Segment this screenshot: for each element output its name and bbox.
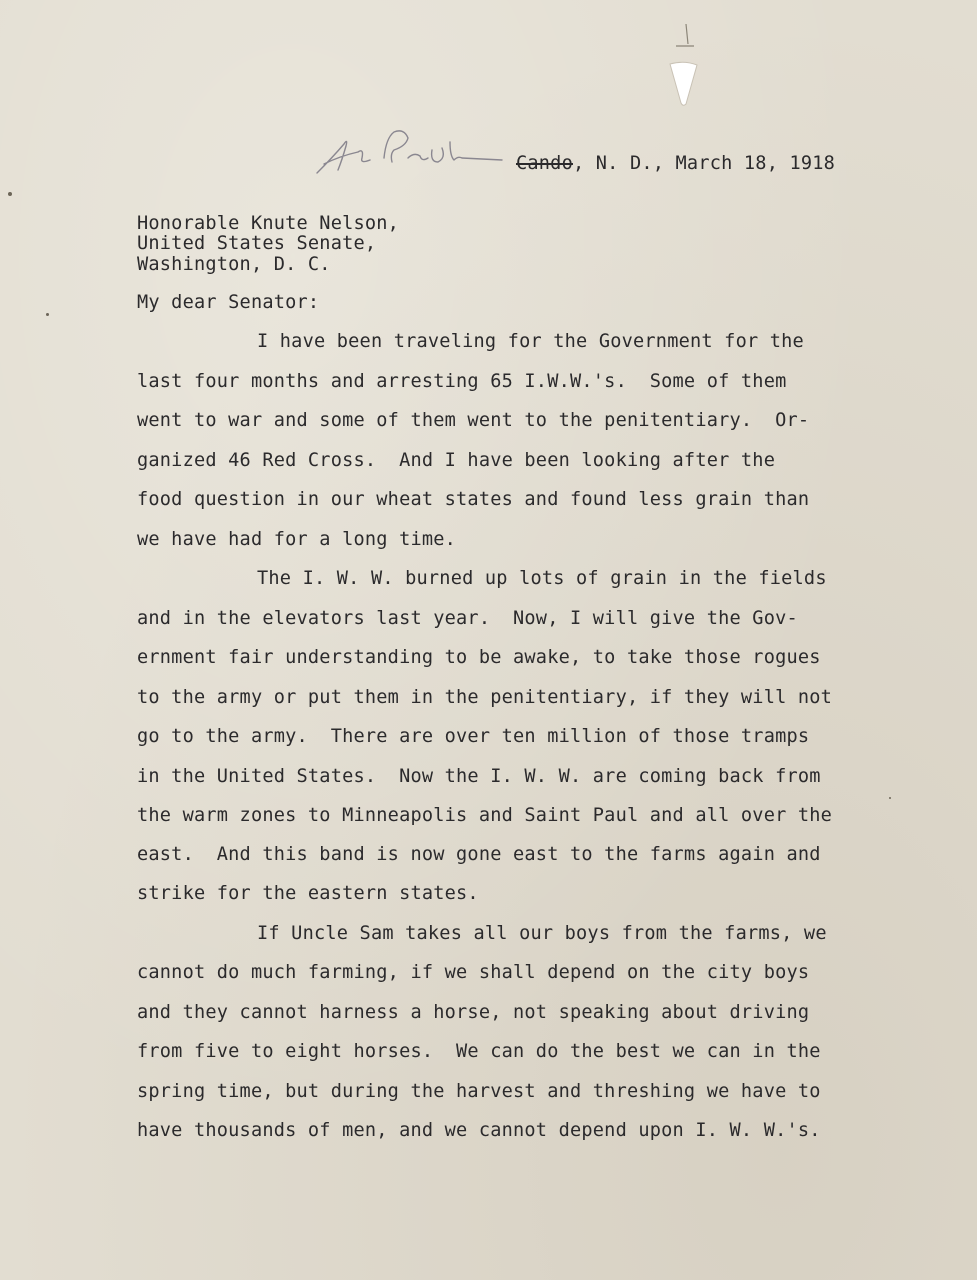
struck-place: Cando xyxy=(516,153,573,174)
body-line: we have had for a long time. xyxy=(137,529,457,550)
body-line: go to the army. There are over ten million of those tramps xyxy=(137,726,810,747)
paper-speck xyxy=(46,313,49,316)
body-line: to the army or put them in the penitentiary, if they will not xyxy=(137,687,833,708)
body-line: I have been traveling for the Government for the xyxy=(257,331,804,352)
body-line: ganized 46 Red Cross. And I have been looking after the xyxy=(137,450,776,471)
body-line: food question in our wheat states and found less grain than xyxy=(137,489,810,510)
body-line: cannot do much farming, if we shall depend on the city boys xyxy=(137,962,810,983)
address-line-3: Washington, D. C. xyxy=(137,254,331,275)
body-line: last four months and arresting 65 I.W.W.'s. Some of them xyxy=(137,371,787,392)
body-line: The I. W. W. burned up lots of grain in the fields xyxy=(257,568,827,589)
body-line: from five to eight horses. We can do the best we can in the xyxy=(137,1041,821,1062)
handwritten-place-signature xyxy=(312,118,512,184)
date-line xyxy=(516,155,835,174)
body-line: ernment fair understanding to be awake, to take those rogues xyxy=(137,647,821,668)
body-line: spring time, but during the harvest and threshing we have to xyxy=(137,1081,821,1102)
body-line: and in the elevators last year. Now, I will give the Gov- xyxy=(137,608,798,629)
address-line-1: Honorable Knute Nelson, xyxy=(137,213,400,234)
paper-speck xyxy=(8,192,12,196)
body-line: in the United States. Now the I. W. W. are coming back from xyxy=(137,766,821,787)
body-line: went to war and some of them went to the penitentiary. Or- xyxy=(137,410,810,431)
paper-speck xyxy=(889,797,891,799)
date-text: , N. D., March 18, 1918 xyxy=(572,153,836,174)
paper-mark-icon xyxy=(668,22,698,52)
body-line: have thousands of men, and we cannot depend upon I. W. W.'s. xyxy=(137,1120,821,1141)
body-line: east. And this band is now gone east to the farms again and xyxy=(137,844,821,865)
body-line: the warm zones to Minneapolis and Saint Paul and all over the xyxy=(137,805,833,826)
body-line: If Uncle Sam takes all our boys from the farms, we xyxy=(257,923,827,944)
body-line: and they cannot harness a horse, not speaking about driving xyxy=(137,1002,810,1023)
salutation: My dear Senator: xyxy=(137,292,320,313)
body-line: strike for the eastern states. xyxy=(137,883,479,904)
address-line-2: United States Senate, xyxy=(137,233,377,254)
punch-hole-icon xyxy=(666,58,702,108)
